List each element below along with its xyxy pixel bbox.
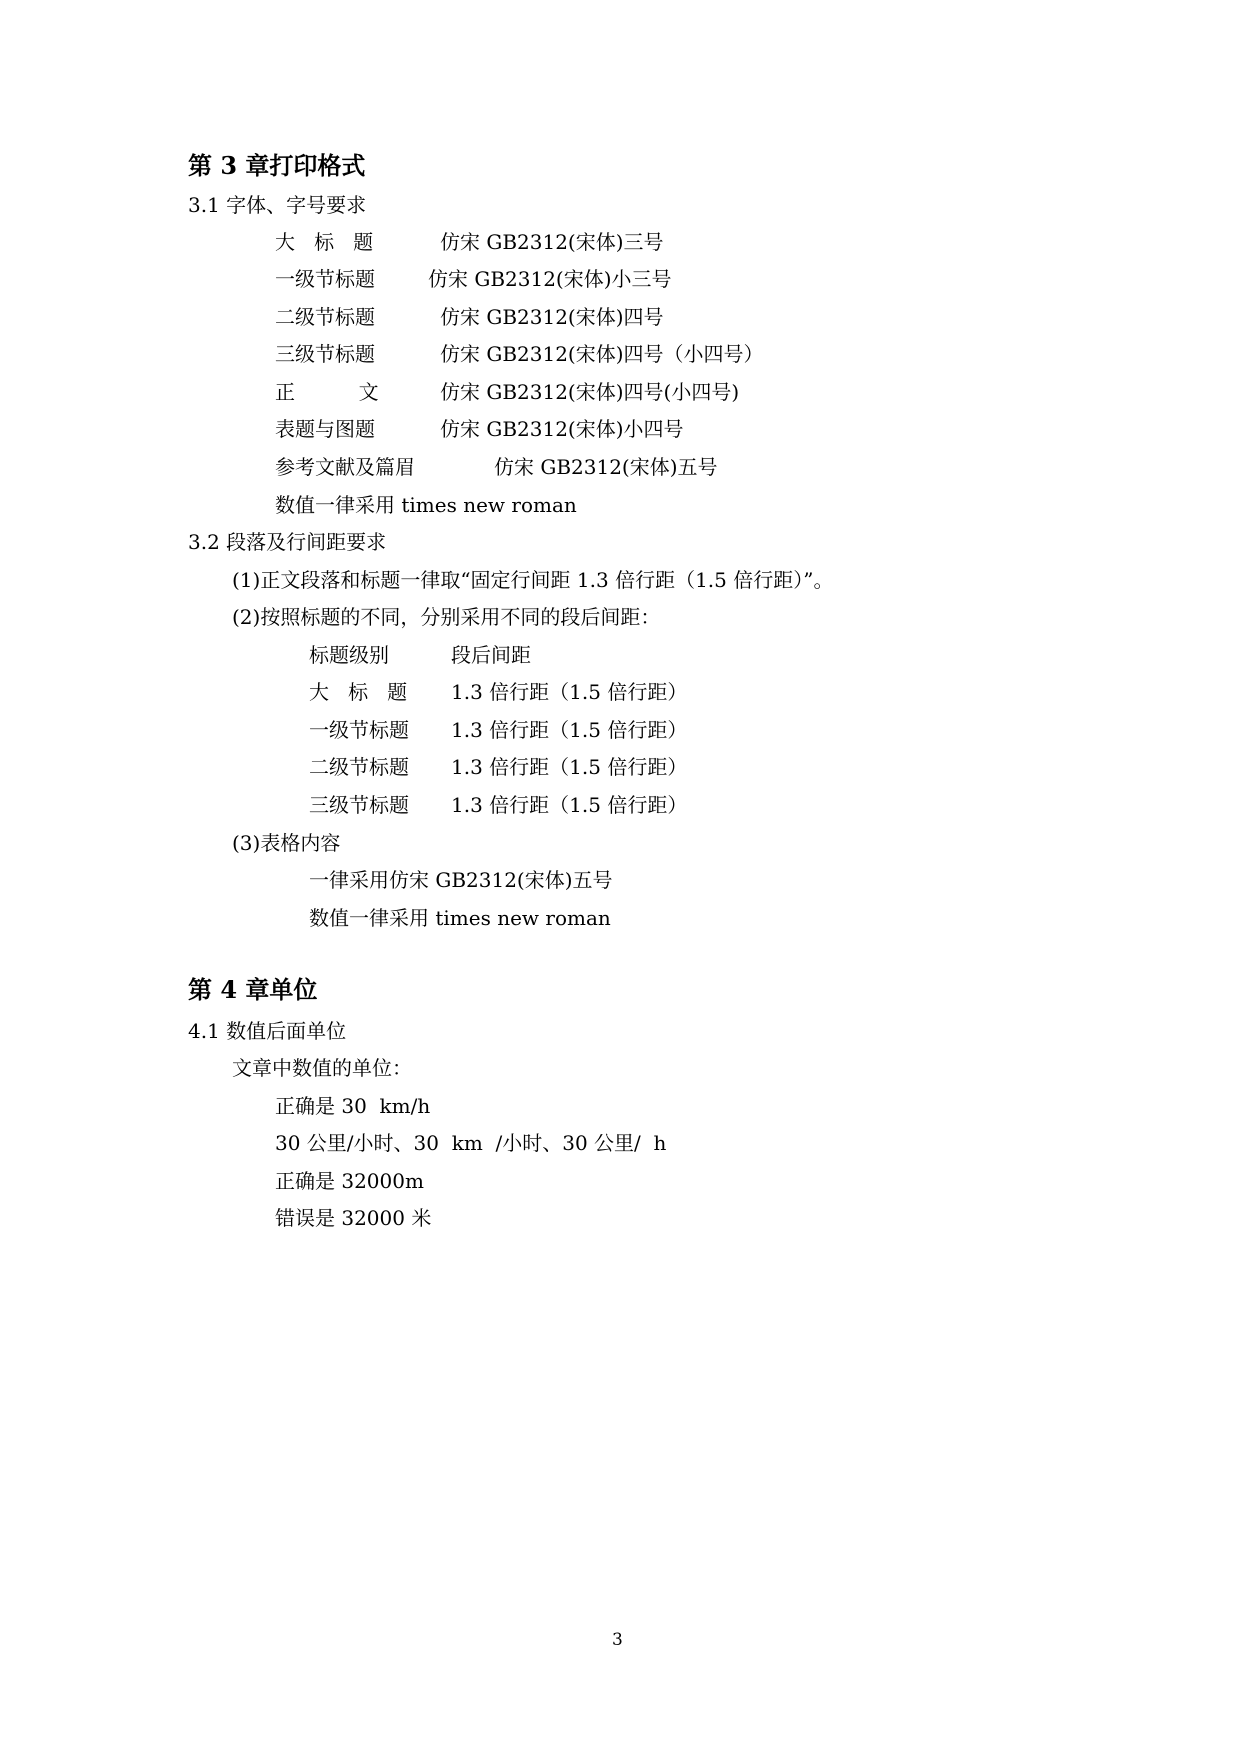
font-row-value: 仿宋 GB2312(宋体)五号 xyxy=(494,455,718,479)
paragraph-item-2: (2)按照标题的不同，分别采用不同的段后间距： xyxy=(232,605,661,629)
chapter-4-title: 第 4 章单位 xyxy=(188,975,318,1004)
table-content-line: 一律采用仿宋 GB2312(宋体)五号 xyxy=(309,868,613,892)
section-3-1-heading: 3.1 字体、字号要求 xyxy=(188,193,367,217)
section-4-1-heading: 4.1 数值后面单位 xyxy=(188,1019,347,1043)
spacing-table-cell: 1.3 倍行距（1.5 倍行距） xyxy=(451,793,688,817)
font-row-value: 仿宋 GB2312(宋体)小三号 xyxy=(428,267,672,291)
font-row-label: 三级节标题 xyxy=(275,342,375,366)
font-row-value: 仿宋 GB2312(宋体)小四号 xyxy=(440,417,684,441)
chapter-3-title: 第 3 章打印格式 xyxy=(188,151,366,180)
units-line: 正确是 30 km/h xyxy=(275,1094,431,1118)
font-note: 数值一律采用 times new roman xyxy=(275,493,577,517)
spacing-table-cell: 一级节标题 xyxy=(309,718,409,742)
font-row-label: 二级节标题 xyxy=(275,305,375,329)
spacing-table-cell: 1.3 倍行距（1.5 倍行距） xyxy=(451,680,688,704)
spacing-table-cell: 1.3 倍行距（1.5 倍行距） xyxy=(451,755,688,779)
font-row-value: 仿宋 GB2312(宋体)四号(小四号) xyxy=(440,380,740,404)
font-row-label: 大 标 题 xyxy=(275,230,374,254)
spacing-table-cell: 1.3 倍行距（1.5 倍行距） xyxy=(451,718,688,742)
font-row-label: 正 文 xyxy=(275,380,379,404)
page-number: 3 xyxy=(612,1630,623,1650)
font-row-value: 仿宋 GB2312(宋体)四号（小四号） xyxy=(440,342,764,366)
units-line: 错误是 32000 米 xyxy=(275,1206,432,1230)
font-row-label: 参考文献及篇眉 xyxy=(275,455,415,479)
font-row-label: 一级节标题 xyxy=(275,267,375,291)
section-3-2-heading: 3.2 段落及行间距要求 xyxy=(188,530,387,554)
font-row-value: 仿宋 GB2312(宋体)三号 xyxy=(440,230,664,254)
paragraph-item-1: (1)正文段落和标题一律取“固定行间距 1.3 倍行距（1.5 倍行距）”。 xyxy=(232,568,834,592)
spacing-table-header: 段后间距 xyxy=(451,643,531,667)
paragraph-item-3: (3)表格内容 xyxy=(232,831,341,855)
font-row-label: 表题与图题 xyxy=(275,417,375,441)
spacing-table-cell: 大 标 题 xyxy=(309,680,408,704)
spacing-table-header: 标题级别 xyxy=(309,643,389,667)
table-content-line: 数值一律采用 times new roman xyxy=(309,906,611,930)
units-intro: 文章中数值的单位： xyxy=(232,1056,412,1080)
spacing-table-cell: 三级节标题 xyxy=(309,793,409,817)
units-line: 30 公里/小时、30 km /小时、30 公里/ h xyxy=(275,1131,667,1155)
font-row-value: 仿宋 GB2312(宋体)四号 xyxy=(440,305,664,329)
units-line: 正确是 32000m xyxy=(275,1169,424,1193)
spacing-table-cell: 二级节标题 xyxy=(309,755,409,779)
